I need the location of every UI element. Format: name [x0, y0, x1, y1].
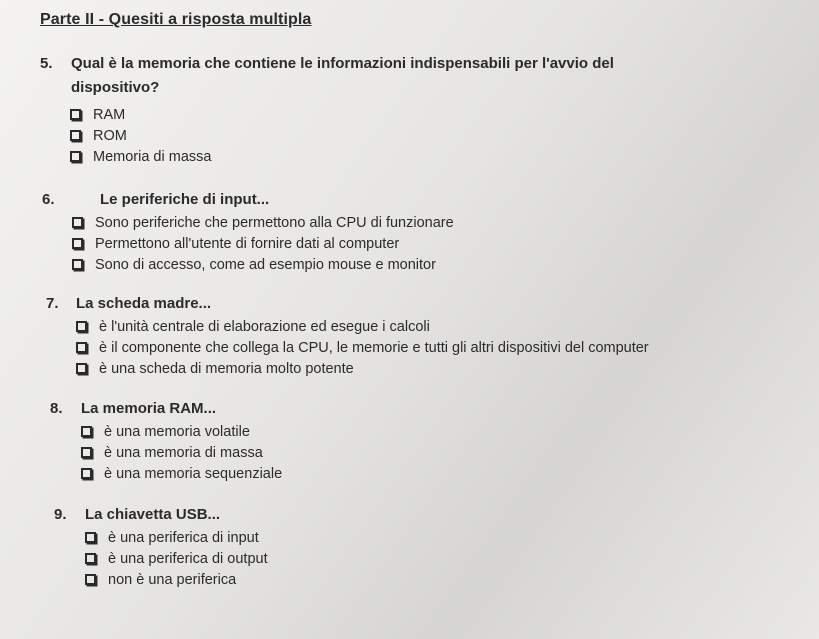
- checkbox-icon[interactable]: [85, 574, 96, 585]
- option-item[interactable]: [70, 125, 661, 146]
- option-list: [85, 527, 268, 590]
- option-list: [76, 316, 649, 379]
- question-number: 7.: [46, 295, 59, 312]
- checkbox-icon[interactable]: [76, 363, 87, 374]
- option-item[interactable]: [70, 146, 661, 167]
- checkbox-icon[interactable]: [72, 217, 83, 228]
- option-item[interactable]: [76, 316, 649, 337]
- question-text: La memoria RAM...: [81, 400, 217, 417]
- option-label: ROM: [93, 127, 127, 144]
- question-text: Le periferiche di input...: [100, 191, 270, 208]
- question-text: Qual è la memoria che contiene le informazioni indispensabili per l'avvio del dispositivo?: [71, 55, 614, 96]
- checkbox-icon[interactable]: [70, 109, 81, 120]
- option-item[interactable]: [85, 527, 268, 548]
- checkbox-icon[interactable]: [81, 447, 92, 458]
- option-item[interactable]: [81, 463, 282, 484]
- option-label: è una periferica di input: [108, 529, 259, 546]
- question-header: [42, 188, 454, 212]
- section-title: Parte II - Quesiti a risposta multipla: [40, 11, 312, 28]
- question-6: [42, 188, 454, 275]
- question-header: [40, 52, 661, 100]
- option-item[interactable]: [85, 569, 268, 590]
- option-label: è il componente che collega la CPU, le memorie e tutti gli altri dispositivi del computer: [99, 339, 649, 356]
- checkbox-icon[interactable]: [81, 468, 92, 479]
- option-list: [81, 421, 282, 484]
- question-text: La chiavetta USB...: [85, 506, 221, 523]
- question-number: 8.: [50, 400, 63, 417]
- checkbox-icon[interactable]: [85, 553, 96, 564]
- option-item[interactable]: [70, 104, 661, 125]
- option-label: è una periferica di output: [108, 550, 268, 567]
- option-label: Sono di accesso, come ad esempio mouse e monitor: [95, 256, 436, 273]
- option-item[interactable]: [72, 212, 454, 233]
- question-8: [50, 397, 282, 484]
- checkbox-icon[interactable]: [76, 342, 87, 353]
- question-7: [46, 292, 649, 379]
- option-item[interactable]: [76, 358, 649, 379]
- option-item[interactable]: [85, 548, 268, 569]
- option-label: è una memoria di massa: [104, 444, 263, 461]
- question-number: 9.: [54, 506, 67, 523]
- question-5: [40, 52, 661, 167]
- option-label: è l'unità centrale di elaborazione ed esegue i calcoli: [99, 318, 430, 335]
- checkbox-icon[interactable]: [72, 259, 83, 270]
- checkbox-icon[interactable]: [72, 238, 83, 249]
- option-label: Sono periferiche che permettono alla CPU di funzionare: [95, 214, 454, 231]
- option-item[interactable]: [81, 421, 282, 442]
- question-text: La scheda madre...: [76, 295, 212, 312]
- checkbox-icon[interactable]: [70, 151, 81, 162]
- question-header: [54, 503, 268, 527]
- option-label: è una memoria volatile: [104, 423, 250, 440]
- option-item[interactable]: [76, 337, 649, 358]
- option-label: non è una periferica: [108, 571, 237, 588]
- checkbox-icon[interactable]: [70, 130, 81, 141]
- question-number: 5.: [40, 55, 53, 72]
- option-item[interactable]: [72, 254, 454, 275]
- question-9: [54, 503, 268, 590]
- question-header: [46, 292, 649, 316]
- option-label: è una scheda di memoria molto potente: [99, 360, 354, 377]
- option-list: [72, 212, 454, 275]
- question-number: 6.: [42, 191, 55, 208]
- checkbox-icon[interactable]: [76, 321, 87, 332]
- option-label: Memoria di massa: [93, 148, 212, 165]
- checkbox-icon[interactable]: [81, 426, 92, 437]
- option-label: Permettono all'utente di fornire dati al computer: [95, 235, 400, 252]
- option-list: [70, 104, 661, 167]
- option-item[interactable]: [81, 442, 282, 463]
- option-label: è una memoria sequenziale: [104, 465, 283, 482]
- checkbox-icon[interactable]: [85, 532, 96, 543]
- option-item[interactable]: [72, 233, 454, 254]
- question-header: [50, 397, 282, 421]
- option-label: RAM: [93, 106, 126, 123]
